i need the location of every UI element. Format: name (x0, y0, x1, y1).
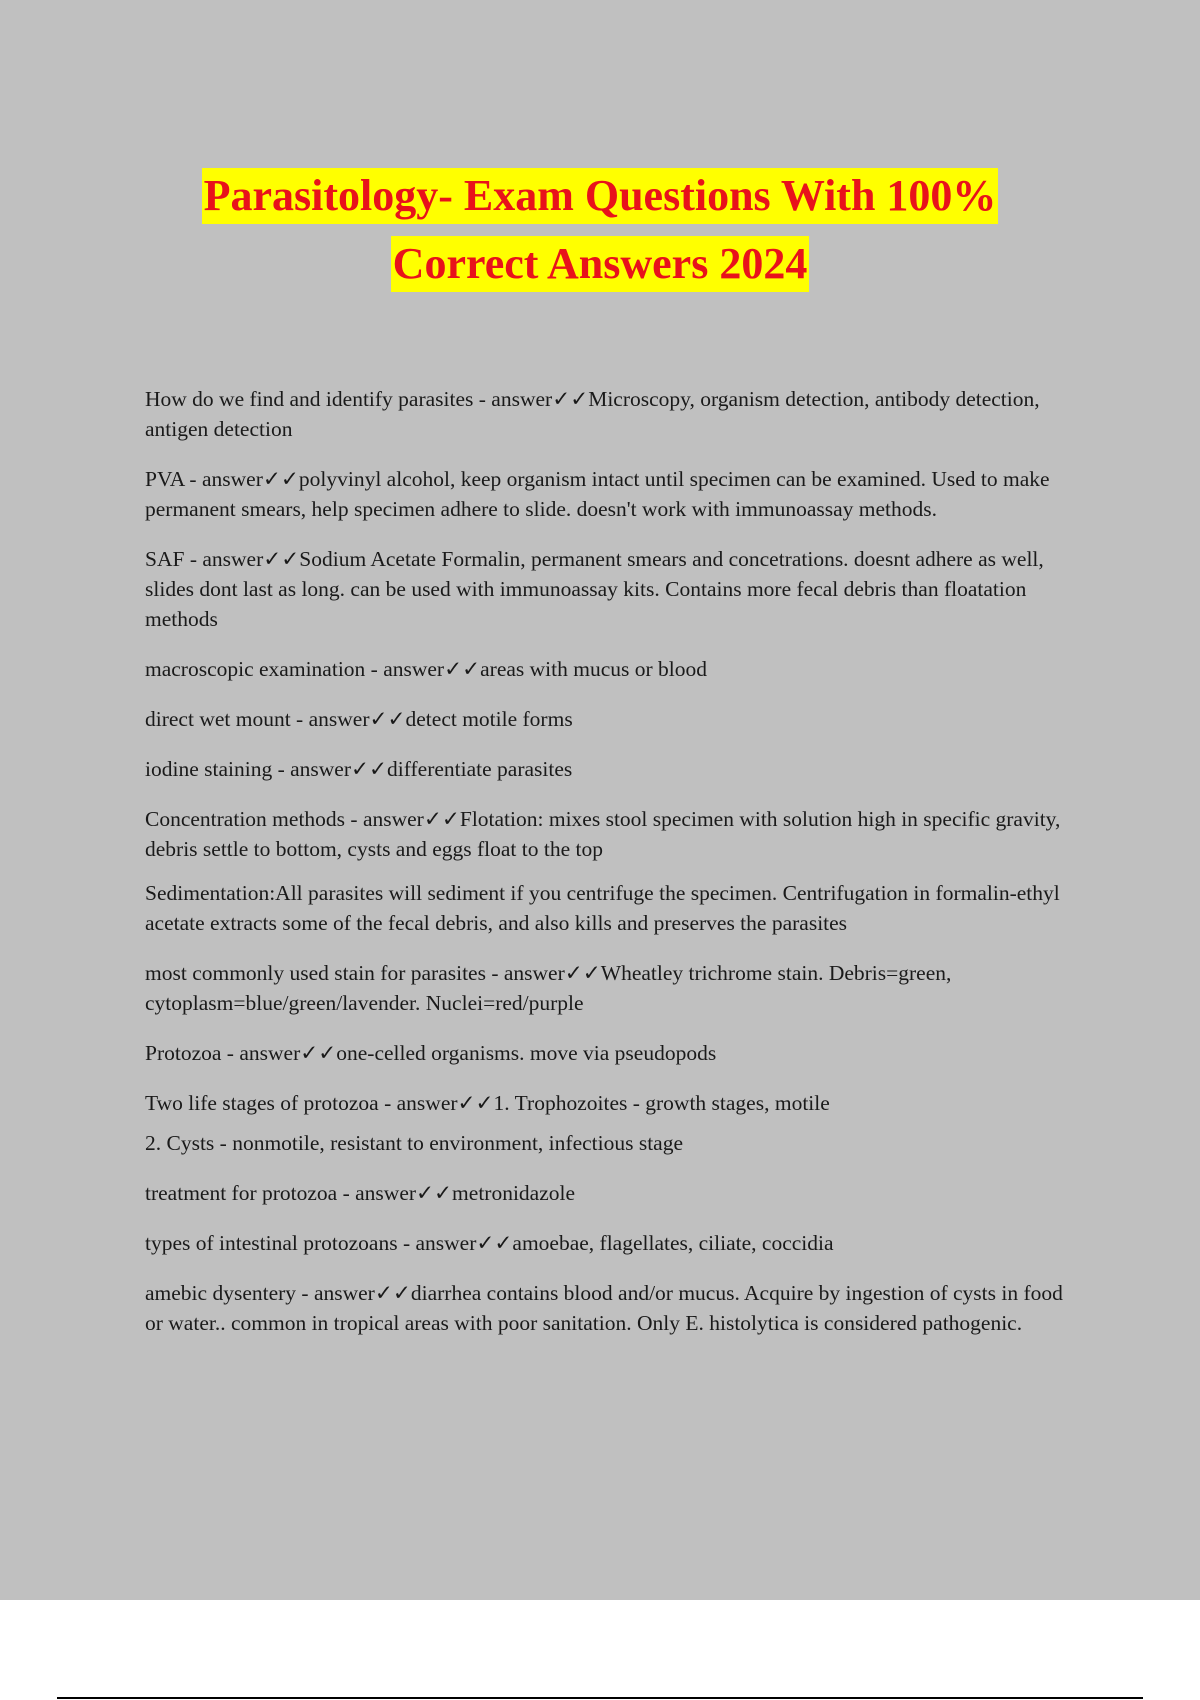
title-line-1: Parasitology- Exam Questions With 100% (202, 168, 999, 224)
qa-entry: Two life stages of protozoa - answer✓✓1. Trophozoites - growth stages, motile (145, 1091, 830, 1115)
qa-entry: direct wet mount - answer✓✓detect motile forms (145, 707, 573, 731)
qa-entry: iodine staining - answer✓✓differentiate parasites (145, 757, 573, 781)
document-title (0, 168, 1200, 304)
qa-entry: SAF - answer✓✓Sodium Acetate Formalin, permanent smears and concetrations. doesnt adhere as well, slides dont last as long. can be used with immunoassay kits. Contains more fecal debris than floatation methods (145, 547, 1044, 631)
page-bottom-divider (57, 1697, 1143, 1699)
qa-entry: Sedimentation:All parasites will sediment if you centrifuge the specimen. Centrifugation in formalin-ethyl acetate extracts some of the fecal debris, and also kills and preserves the parasites (145, 881, 1060, 935)
qa-entry: 2. Cysts - nonmotile, resistant to environment, infectious stage (145, 1131, 684, 1155)
qa-entry: types of intestinal protozoans - answer✓✓amoebae, flagellates, ciliate, coccidia (145, 1231, 834, 1255)
title-line-2: Correct Answers 2024 (391, 236, 810, 292)
qa-entry: PVA - answer✓✓polyvinyl alcohol, keep organism intact until specimen can be examined. Used to make permanent smears, help specimen adhere to slide. doesn't work with immunoassay methods. (145, 467, 1050, 521)
qa-entry: amebic dysentery - answer✓✓diarrhea contains blood and/or mucus. Acquire by ingestion of cysts in food or water.. common in tropical areas with poor sanitation. Only E. histolytica is considered pathogenic. (145, 1281, 1063, 1335)
qa-list (145, 384, 1085, 1358)
qa-entry: most commonly used stain for parasites - answer✓✓Wheatley trichrome stain. Debris=green, cytoplasm=blue/green/lavender. Nuclei=red/purple (145, 961, 952, 1015)
qa-entry: Protozoa - answer✓✓one-celled organisms. move via pseudopods (145, 1041, 717, 1065)
qa-entry: treatment for protozoa - answer✓✓metronidazole (145, 1181, 576, 1205)
qa-entry: How do we find and identify parasites - answer✓✓Microscopy, organism detection, antibody detection, antigen detection (145, 387, 1040, 441)
qa-entry: Concentration methods - answer✓✓Flotation: mixes stool specimen with solution high in specific gravity, debris settle to bottom, cysts and eggs float to the top (145, 807, 1061, 861)
qa-entry: macroscopic examination - answer✓✓areas with mucus or blood (145, 657, 708, 681)
